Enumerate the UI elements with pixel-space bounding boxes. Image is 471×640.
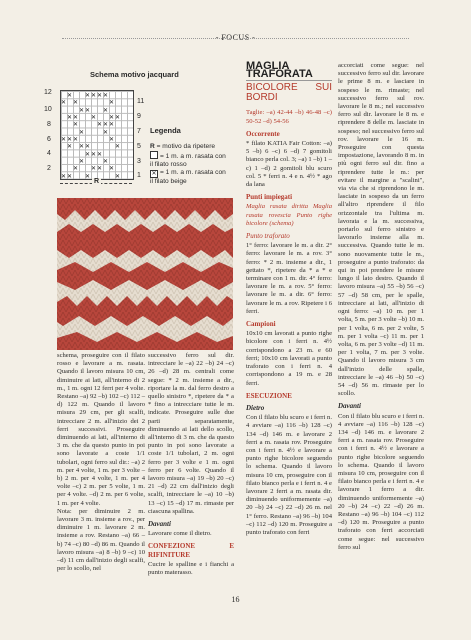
svg-text:✕: ✕	[97, 151, 103, 158]
svg-text:✕: ✕	[115, 173, 121, 179]
knit-fabric-photo	[57, 198, 233, 350]
col1-note: Nota: per diminuire 2 m. lavorare 3 m. insieme a rov., per diminuire 1 m. lavorare 2 m. insieme a rov. Restano –a) 66 –b) 74 –c) 80 –d) 86 m. Quando il lavoro misura –a) 8 –b) 9 –c) 10 –d) 11 cm dall'inizio degli scalfi, per lo scollo, nel	[57, 507, 145, 573]
svg-text:✕: ✕	[85, 107, 91, 114]
svg-text:✕: ✕	[73, 121, 79, 128]
svg-text:✕: ✕	[61, 99, 67, 106]
svg-text:✕: ✕	[103, 121, 109, 128]
gauge-heading: Campioni	[246, 320, 276, 329]
svg-text:✕: ✕	[85, 173, 91, 179]
row-number-left: 4	[47, 150, 51, 157]
col4-body: accorciati come segue: nel successivo ferro sul dir. lavorare le prime 8 m. e lasciare in sospeso le m. rimaste; nel successivo ferro sul rov. lavorare le 8 m.; nel successivo ferro sul dir. lavorare le 8 m. e riprendere 8 delle m. lasciate in sospeso; nel successivo ferro sul rov. lavorare le 16 m. Proseguire con questa impostazione, lavorando 8 m. in più ogni ferro sul dir. fino a riprendere tutte le m.: per evitare il margine a "scalini", via via che si riprendono le m. lasciate in sospeso da un ferro all'altro riprendere il filo orizzontale tra l'ultima m. lavorata e la m. successiva, portarlo sul ferro sinistro e lavorarlo insieme alla m. successiva. Quando tutte le m. sono nuovamente tutte le m., proseguire a punto traforato: da qui in poi prendere le misure lungo il lato destro. Quando il lavoro misura –a) 55 –b) 56 –c) 57 –d) 58 cm, per le spalle, intrecciare ai lati, all'inizio di ogni ferro: –a) 10 m. per 1 volta, 5 m. per 3 volte –b) 10 m. per 1 volta, 6 m. per 2 volte, 5 m. per 1 volta –c) 11 m. per 1 volta, 6 m. per 3 volte –d) 11 m. per 1 volta, 7 m. per 3 volte. Quando il lavoro misura 3 cm dall'inizio delle spalle, intrecciare le –a) 46 –b) 50 –c) 54 –d) 56 m. rimaste per lo scollo.	[338, 62, 424, 398]
row-number-left: 8	[47, 121, 51, 128]
col1-body: schema, proseguire con il filato rosso e lavorare a m. rasata. Quando il lavoro misura 10 cm, diminuire ai lati, all'interno di 2 m., 1 m. ogni 12 ferri per 4 volte. Restano –a) 92 –b) 102 –c) 112 –d) 122 m. Quando il lavoro misura 29 cm, per gli scalfi, intrecciare 2 m. all'inizio dei 2 ferri successivi. Proseguire diminuendo ai lati, all'interno di 3 m. che da questo punto in poi sono lavorate a coste 1/1 tubolari, ogni ferro sul dir.: –a) 2 m. per 4 volte, 1 m. per 3 volte –b) 2 m. per 4 volte, 1 m. per 4 volte –c) 2 m. per 5 volte, 1 m. per 4 volte. –d) 2 m. per 6 volte, 1 m. per 4 volte.	[57, 352, 145, 507]
svg-text:✕: ✕	[109, 121, 115, 128]
legend-item-repeat: R = motivo da ripetere	[150, 143, 216, 150]
svg-text:✕: ✕	[91, 151, 97, 158]
svg-text:✕: ✕	[73, 136, 79, 143]
row-number-left: 12	[44, 89, 52, 96]
svg-text:✕: ✕	[85, 151, 91, 158]
confezione-heading: CONFEZIONE E RIFINITURE	[148, 542, 234, 559]
svg-text:✕: ✕	[79, 158, 85, 165]
davanti-heading: Davanti	[148, 520, 171, 529]
svg-text:✕: ✕	[85, 143, 91, 150]
x-square-icon: ✕	[151, 171, 157, 177]
row-number-left: 2	[47, 165, 51, 172]
materials-text: * filato KATIA Fair Cotton: –a) 5 –b) 6 –c) 6 –d) 7 gomitoli bianco perla col. 3; –a) 1 –b) 1 –c) 1 –d) 2 gomitoli blu scuro col. 5 * ferri n. 4 e n. 4½ * ago da lana	[246, 140, 332, 189]
legend-item-red: = 1 m. a m. rasata con il filato rosso	[150, 153, 226, 168]
svg-text:✕: ✕	[115, 114, 121, 121]
svg-text:✕: ✕	[79, 129, 85, 136]
text-column-2	[148, 352, 234, 577]
row-number-left: 6	[47, 136, 51, 143]
svg-text:✕: ✕	[73, 99, 79, 106]
page-number: 16	[231, 595, 240, 604]
svg-text:✕: ✕	[103, 107, 109, 114]
section-header: - FOCUS -	[0, 33, 471, 42]
lace-stitch-heading: Punto traforato	[246, 232, 290, 241]
execution-heading: ESECUZIONE	[246, 391, 292, 400]
front-text: Con il filato blu scuro e i ferri n. 4 avviare –a) 116 –b) 128 –c) 134 –d) 146 m. e lavorare 2 ferri a m. rasata rov. Proseguire con i ferri n. 4½ e lavorare a punto righe bicolore seguendo lo schema. Quando il lavoro misura 10 cm, proseguire con il filato bianco perla e i ferri n. 4 e lavorare 1 ferro a dir. diminuendo uniformemente –a) 20 –b) 24 –c) 22 –d) 26 m. Restano –a) 96 –b) 104 –c) 112 –d) 120 m. Proseguire a punto traforato con ferri accorciati come segue: nel successivo ferro sul	[338, 412, 424, 551]
row-number-right: 5	[137, 143, 141, 150]
jacquard-chart-marks	[61, 91, 133, 179]
svg-text:✕: ✕	[109, 99, 115, 106]
pattern-title: MAGLIA TRAFORATA	[246, 60, 313, 81]
svg-text:✕: ✕	[109, 114, 115, 121]
svg-text:✕: ✕	[79, 143, 85, 150]
svg-text:✕: ✕	[91, 165, 97, 172]
svg-text:✕: ✕	[61, 173, 67, 179]
materials-heading: Occorrente	[246, 129, 280, 138]
svg-text:✕: ✕	[67, 114, 73, 121]
svg-text:✕: ✕	[67, 136, 73, 143]
row-number-left: 10	[44, 106, 52, 113]
svg-text:✕: ✕	[115, 143, 121, 150]
row-number-right: 11	[137, 98, 145, 105]
legend	[150, 143, 230, 186]
confezione-text: Cucire le spalline e i fianchi a punto materasso.	[148, 560, 234, 577]
svg-text:✕: ✕	[67, 143, 73, 150]
sizes: Taglie: –a) 42-44 –b) 46-48 –c) 50-52 –d) 54-56	[246, 109, 332, 125]
svg-text:✕: ✕	[79, 107, 85, 114]
repeat-label: R	[94, 178, 100, 185]
col2-body: successivo ferro sul dir. intrecciare le –a) 22 –b) 24 –c) 26 –d) 28 m. centrali come segue: * 2 m. insieme a dir., riportare la m. dal ferro destro a quello sinistro *, ripetere da * a * fino a intrecciare tutte le m. indicate. Proseguire sulle due parti separatamente, diminuendo ai lati dello scollo, all'interno di 3 m. che da questo punto in poi sono lavorate a coste 1/1 tubolari, 2 m. ogni ferro per 3 volte e 1 m. ogni ferro per 6 volte. Quando il lavoro misura –a) 19 –b) 20 –c) 21 –d) 22 cm dall'inizio degli scalfi, intrecciare le –a) 10 –b) 13 –c) 15 –d) 17 m. rimaste per ciascuna spallina.	[148, 352, 234, 515]
gauge-text: 10x10 cm lavorati a punto righe bicolore con i ferri n. 4½ corrispondono a 23 m. e 60 ferri; 10x10 cm lavorati a punto traforato con i ferri n. 4 corrispondono a 19 m. e 28 ferri.	[246, 330, 332, 387]
row-number-right: 3	[137, 158, 141, 165]
stitches-heading: Punti impiegati	[246, 193, 293, 202]
chart-title: Schema motivo jacquard	[90, 70, 179, 79]
svg-text:✕: ✕	[97, 121, 103, 128]
text-column-3	[246, 62, 332, 537]
svg-text:✕: ✕	[73, 165, 79, 172]
svg-text:✕: ✕	[61, 136, 67, 143]
svg-text:✕: ✕	[103, 129, 109, 136]
legend-title: Legenda	[150, 126, 181, 135]
back-heading: Dietro	[246, 403, 265, 412]
pattern-subtitle: BICOLORE SUI BORDI	[246, 82, 332, 104]
svg-text:✕: ✕	[85, 92, 91, 99]
chart-x-marks	[61, 92, 120, 179]
row-number-right: 9	[137, 113, 141, 120]
knit-pattern-illustration	[57, 198, 233, 350]
svg-text:✕: ✕	[91, 114, 97, 121]
text-column-1	[57, 352, 145, 573]
davanti-text: Lavorare come il dietro.	[148, 530, 212, 538]
lace-stitch-text: 1° ferro: lavorare le m. a dir. 2° ferro: lavorare le m. a rov. 3° ferro: * 2 m. insieme a dir., 1 gettato *, ripetere da * a * e terminare con 1 m. dir. 4° ferro: lavorare le m. a rov. 5° ferro: lavorare le m. a dir. 6° ferro: lavorare le m. a rov. Ripetere i 6 ferri.	[246, 242, 332, 315]
svg-text:✕: ✕	[67, 173, 73, 179]
svg-text:✕: ✕	[109, 136, 115, 143]
front-heading: Davanti	[338, 402, 361, 411]
jacquard-chart-grid	[60, 90, 134, 180]
blank-square-icon	[150, 151, 158, 159]
svg-text:✕: ✕	[91, 92, 97, 99]
svg-text:✕: ✕	[109, 165, 115, 172]
svg-text:✕: ✕	[103, 92, 109, 99]
svg-text:✕: ✕	[67, 92, 73, 99]
svg-text:✕: ✕	[103, 158, 109, 165]
row-number-right: 1	[137, 172, 141, 179]
row-number-right: 7	[137, 128, 141, 135]
svg-text:✕: ✕	[97, 165, 103, 172]
legend-item-beige: ✕ = 1 m. a m. rasata con il filato beige	[150, 169, 226, 185]
text-column-4	[338, 62, 424, 552]
stitches-list: Maglia rasata diritta Maglia rasata rovescia Punto righe bicolore (schema)	[246, 203, 332, 227]
back-text: Con il filato blu scuro e i ferri n. 4 avviare –a) 116 –b) 128 –c) 134 –d) 146 m. e lavorare 2 ferri a m. rasata rov. Proseguire con i ferri n. 4½ e lavorare a punto righe bicolore seguendo lo schema. Quando il lavoro misura 10 cm, proseguire con il filato bianco perla e i ferri n. 4 e lavorare 2 ferri a m. rasata dir. diminuendo uniformemente –a) 20 –b) 24 –c) 22 –d) 26 m. nel 1° ferro. Restano –a) 96 –b) 104 –c) 112 –d) 120 m. Proseguire a punto traforato con ferri	[246, 414, 332, 536]
svg-text:✕: ✕	[97, 92, 103, 99]
svg-text:✕: ✕	[73, 114, 79, 121]
